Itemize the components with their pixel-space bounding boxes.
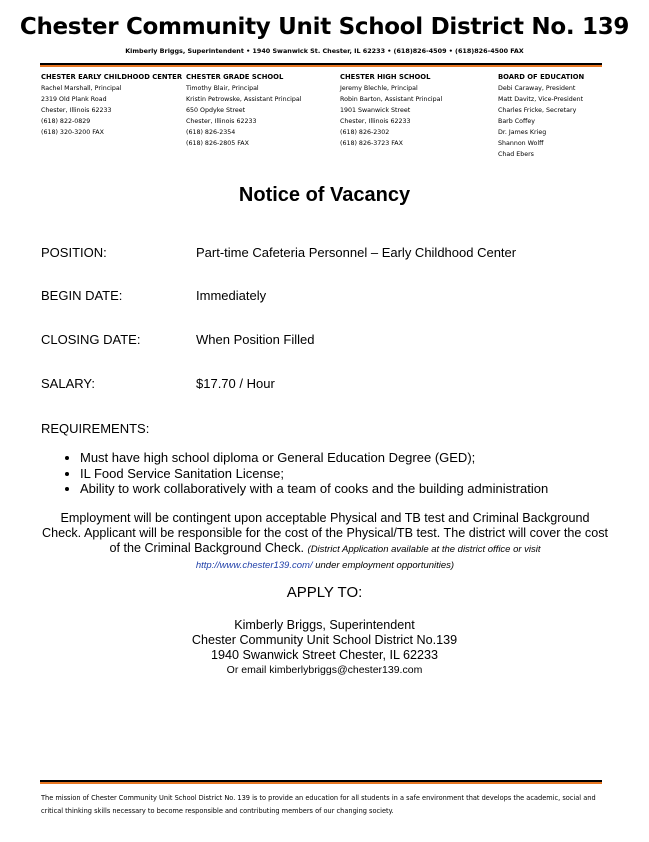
position-label: POSITION: (41, 245, 107, 260)
column-line: Dr. James Krieg (498, 129, 547, 136)
column-line: (618) 826-2302 (340, 129, 390, 136)
school-column-high (340, 72, 442, 149)
column-line: Barb Coffey (498, 118, 535, 125)
closing-date-value: When Position Filled (196, 332, 315, 347)
column-line: Rachel Marshall, Principal (41, 85, 122, 92)
column-heading: CHESTER HIGH SCHOOL (340, 73, 431, 81)
column-line: (618) 826-2354 (186, 129, 236, 136)
column-line: Matt Davitz, Vice-President (498, 96, 584, 103)
column-line: (618) 822-0829 (41, 118, 91, 125)
employment-text: Employment will be contingent upon acceptable Physical and TB test and Criminal Background Check. Applicant will be responsible for the cost of the Physical/TB test. The district will cover the cost of the Criminal Background Check. (41, 511, 609, 555)
column-heading: BOARD OF EDUCATION (498, 73, 585, 81)
begin-date-value: Immediately (196, 288, 267, 303)
requirements-label: REQUIREMENTS: (41, 421, 150, 436)
column-line: (618) 320-3200 FAX (41, 129, 104, 136)
column-line: 2319 Old Plank Road (41, 96, 107, 103)
requirement-item: • Ability to work collaboratively with a team of cooks and the building administration (80, 481, 548, 497)
footer-divider (40, 780, 602, 784)
column-line: (618) 826-2805 FAX (186, 140, 249, 147)
header-divider (40, 63, 602, 67)
column-line: Timothy Blair, Principal (186, 85, 259, 92)
school-column-grade (186, 72, 301, 149)
column-line: Chad Ebers (498, 151, 534, 158)
board-column (498, 72, 584, 160)
closing-date-label: CLOSING DATE: (41, 332, 141, 347)
apply-line: 1940 Swanwick Street Chester, IL 62233 (210, 648, 439, 662)
column-line: Chester, Illinois 62233 (340, 118, 411, 125)
column-heading: CHESTER GRADE SCHOOL (186, 73, 284, 81)
apply-heading: APPLY TO: (286, 584, 363, 601)
column-line: Shannon Wolff (498, 140, 544, 147)
column-line: Chester, Illinois 62233 (41, 107, 112, 114)
salary-value: $17.70 / Hour (196, 376, 275, 391)
employment-paragraph (40, 511, 610, 573)
application-note: (District Application available at the district office or visit (307, 544, 541, 555)
requirement-item: • Must have high school diploma or General Education Degree (GED); (80, 450, 548, 466)
district-contact-line: Kimberly Briggs, Superintendent • 1940 Swanwick St. Chester, IL 62233 • (618)826-4509 • (618)826-4500 FAX (125, 47, 524, 55)
notice-title: Notice of Vacancy (238, 184, 411, 206)
column-line: Charles Fricke, Secretary (498, 107, 577, 114)
column-line: Robin Barton, Assistant Principal (340, 96, 443, 103)
apply-address (0, 618, 649, 678)
requirements-list (62, 450, 548, 497)
column-line: Chester, Illinois 62233 (186, 118, 257, 125)
school-column-early-childhood (41, 72, 182, 138)
requirement-item: • IL Food Service Sanitation License; (80, 466, 548, 482)
column-line: (618) 826-3723 FAX (340, 140, 403, 147)
begin-date-label: BEGIN DATE: (41, 288, 123, 303)
mission-statement: The mission of Chester Community Unit School District No. 139 is to provide an education for all students in a safe environment that develops the academic, social and critical thinking skills necessary to become responsible and contributing members of our changing society. (41, 794, 596, 815)
column-line: Jeremy Blechle, Principal (340, 85, 418, 92)
salary-label: SALARY: (41, 376, 95, 391)
column-heading: CHESTER EARLY CHILDHOOD CENTER (41, 73, 183, 81)
column-line: Debi Caraway, President (498, 85, 576, 92)
apply-line: Chester Community Unit School District No.139 (191, 633, 458, 647)
column-line: 650 Opdyke Street (186, 107, 246, 114)
apply-email: Or email kimberlybriggs@chester139.com (226, 664, 423, 676)
column-line: Kristin Petrowske, Assistant Principal (186, 96, 302, 103)
column-line: 1901 Swanwick Street (340, 107, 411, 114)
district-title: Chester Community Unit School District No. 139 (19, 14, 630, 40)
application-note-end: under employment opportunities) (312, 560, 455, 571)
apply-line: Kimberly Briggs, Superintendent (234, 618, 415, 632)
position-value: Part-time Cafeteria Personnel – Early Childhood Center (196, 245, 517, 260)
district-website-link[interactable]: http://www.chester139.com/ (195, 560, 313, 571)
